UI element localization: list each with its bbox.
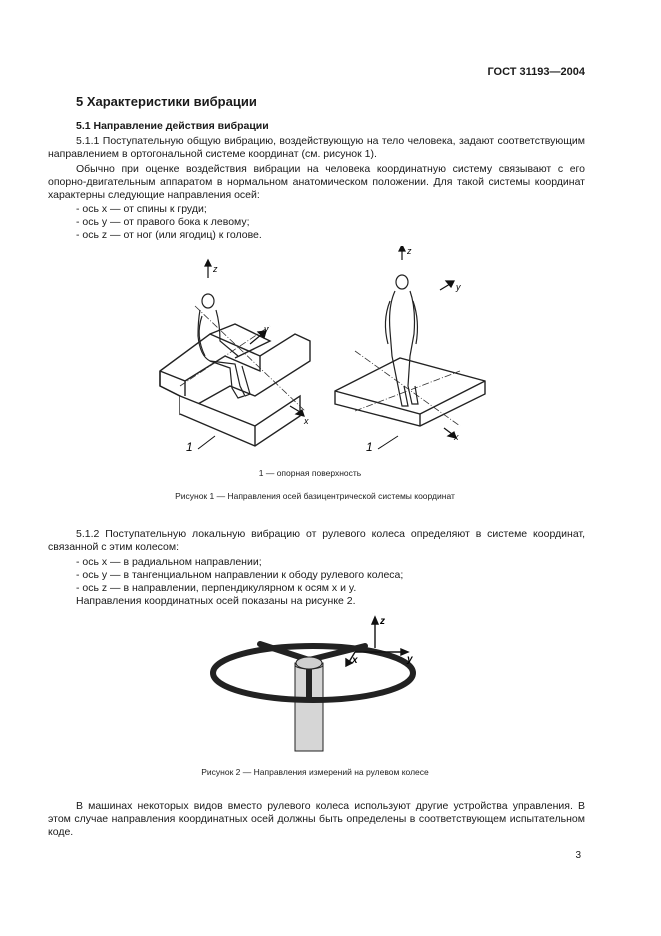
axis-list-item: - ось x — в радиальном направлении; <box>76 556 262 568</box>
fig2-axis-z: z <box>380 616 385 627</box>
axis-list-item: - ось x — от спины к груди; <box>76 203 207 215</box>
paragraph-other-controls: В машинах некоторых видов вместо рулевого колеса используют другие устройства управления. В этом случае направления координатных осей должны быть определены в соответствующем испытательном коде. <box>48 800 585 838</box>
fig1-axis-x-left: x <box>304 416 309 426</box>
figure-reference-line: Направления координатных осей показаны на рисунке 2. <box>76 595 356 607</box>
fig1-axis-y-right: y <box>456 282 461 292</box>
fig1-axis-z-left: z <box>213 264 218 274</box>
subsection-title: 5.1 Направление действия вибрации <box>76 120 269 132</box>
axis-list-item: - ось y — в тангенциальном направлении к ободу рулевого колеса; <box>76 569 404 581</box>
paragraph-coordinate-system: Обычно при оценке воздействия вибрации на человека координатную систему связывают с его опорно-двигательным аппаратом в нормальном анатомическом положении. Для такой системы координат характерны следующие направления осей: <box>48 163 585 201</box>
fig2-axis-x: x <box>352 655 358 666</box>
figure-2-caption: Рисунок 2 — Направления измерений на рулевом колесе <box>201 767 429 777</box>
figure-1-legend: 1 — опорная поверхность <box>258 468 362 478</box>
figure-2-drawing <box>205 608 435 758</box>
figure-1-caption: Рисунок 1 — Направления осей базицентрической системы координат <box>175 491 455 501</box>
fig1-axis-y-left: y <box>264 324 269 334</box>
fig1-axis-x-right: x <box>454 432 459 442</box>
fig1-axis-z-right: z <box>407 246 412 256</box>
axis-list-item: - ось y — от правого бока к левому; <box>76 216 250 228</box>
fig1-marker-right: 1 <box>366 440 373 454</box>
figure-1-drawing <box>140 246 500 456</box>
section-title: 5 Характеристики вибрации <box>76 94 257 109</box>
document-header: ГОСТ 31193—2004 <box>487 66 585 78</box>
fig2-axis-y: y <box>407 654 413 665</box>
paragraph-5-1-1: 5.1.1 Поступательную общую вибрацию, воздействующую на тело человека, задают соответствующим направлением в ортогональной системе координат (см. рисунок 1). <box>48 135 585 160</box>
axis-list-item: - ось z — от ног (или ягодиц) к голове. <box>76 229 262 241</box>
page-number: 3 <box>575 850 581 861</box>
axis-list-item: - ось z — в направлении, перпендикулярном к осям x и y. <box>76 582 357 594</box>
paragraph-5-1-2: 5.1.2 Поступательную локальную вибрацию от рулевого колеса определяют в системе координат, связанной с этим колесом: <box>48 528 585 553</box>
fig1-marker-left: 1 <box>186 440 193 454</box>
